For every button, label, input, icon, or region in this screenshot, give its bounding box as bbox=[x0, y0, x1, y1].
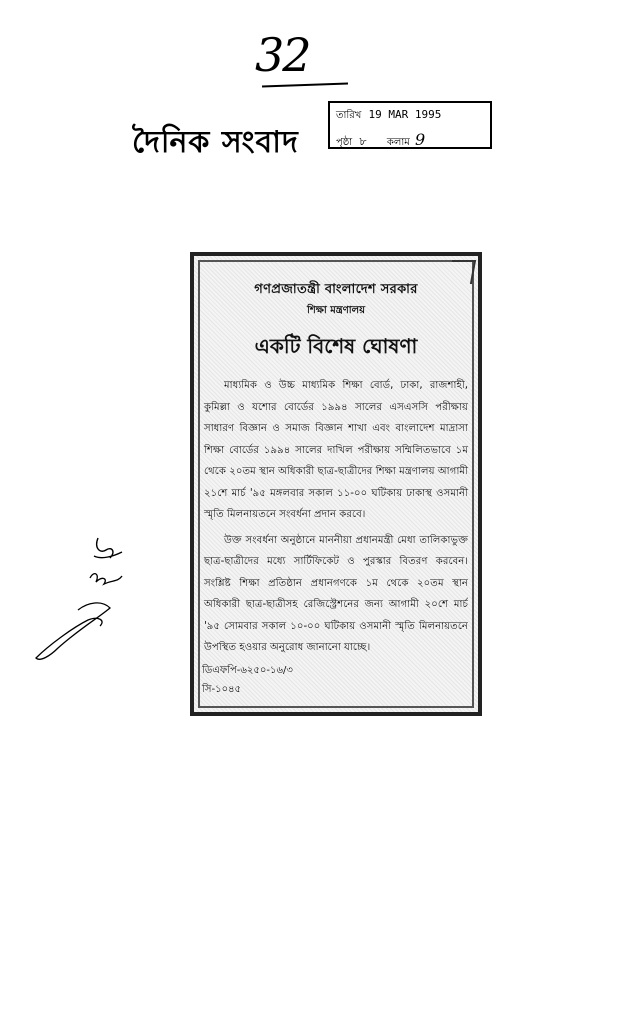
page-number-underline bbox=[262, 82, 348, 87]
notice-code-2: সি-১০৪৫ bbox=[202, 683, 242, 695]
notice-paragraph-1: মাধ্যমিক ও উচ্চ মাধ্যমিক শিক্ষা বোর্ড, ঢাকা, রাজশাহী, কুমিল্লা ও যশোর বোর্ডের ১৯৯৪ সালের এসএসসি পরীক্ষায় সাধারণ বিজ্ঞান ও সমাজ বিজ্ঞান শাখা এবং বাংলাদেশ মাদ্রাসা শিক্ষা বোর্ডের ১৯৯৪ সালের দাখিল পরীক্ষায় সম্মিলিতভাবে ১ম থেকে ২০তম স্থান অধিকারী ছাত্র-ছাত্রীদের শিক্ষা মন্ত্রণালয় আগামী ২১শে মার্চ '৯৫ মঙ্গলবার সকাল ১১-০০ ঘটিকায় ঢাকাস্থ ওসমানী স্মৃতি মিলনায়তনে সংবর্ধনা প্রদান করবে। bbox=[204, 380, 468, 520]
notice-paragraph-2: উক্ত সংবর্ধনা অনুষ্ঠানে মাননীয়া প্রধানমন্ত্রী মেধা তালিকাভুক্ত ছাত্র-ছাত্রীদের মধ্যে সার্টিফিকেট ও পুরস্কার বিতরণ করবেন। সংশ্লিষ্ট শিক্ষা প্রতিষ্ঠান প্রধানগণকে ১ম থেকে ২০তম স্থান অধিকারী ছাত্র-ছাত্রীসহ রেজিস্ট্রেশনের জন্য আগামী ২০শে মার্চ '৯৫ সোমবার সকাল ১০-০০ ঘটিকায় ওসমানী স্মৃতি মিলনায়তনে উপস্থিত হওয়ার অনুরোধ জানানো যাচ্ছে। bbox=[204, 534, 468, 653]
stamp-date-row bbox=[336, 108, 441, 125]
stamp-column-label: কলাম bbox=[386, 137, 410, 148]
notice-box bbox=[190, 252, 482, 716]
clipping-stamp bbox=[328, 101, 492, 149]
notice-content bbox=[202, 266, 470, 704]
notice-code-1: ডিএফপি-৬২৫০-১৬/৩ bbox=[202, 664, 293, 676]
notice-title: একটি বিশেষ ঘোষণা bbox=[254, 334, 418, 358]
handwritten-signature bbox=[28, 530, 128, 670]
newspaper-name: দৈনিক সংবাদ bbox=[132, 125, 299, 160]
stamp-page-label: পৃষ্ঠা bbox=[336, 137, 353, 148]
stamp-date-value: 19 MAR 1995 bbox=[368, 108, 442, 121]
stamp-date-label: তারিখ bbox=[336, 110, 362, 121]
stamp-page-row bbox=[336, 130, 425, 152]
notice-heading: গণপ্রজাতন্ত্রী বাংলাদেশ সরকার bbox=[254, 282, 418, 297]
stamp-column-value: 9 bbox=[415, 130, 426, 149]
notice-subheading: শিক্ষা মন্ত্রণালয় bbox=[306, 305, 366, 316]
page-number: 32 bbox=[255, 28, 310, 82]
stamp-page-value: ৮ bbox=[359, 135, 367, 148]
